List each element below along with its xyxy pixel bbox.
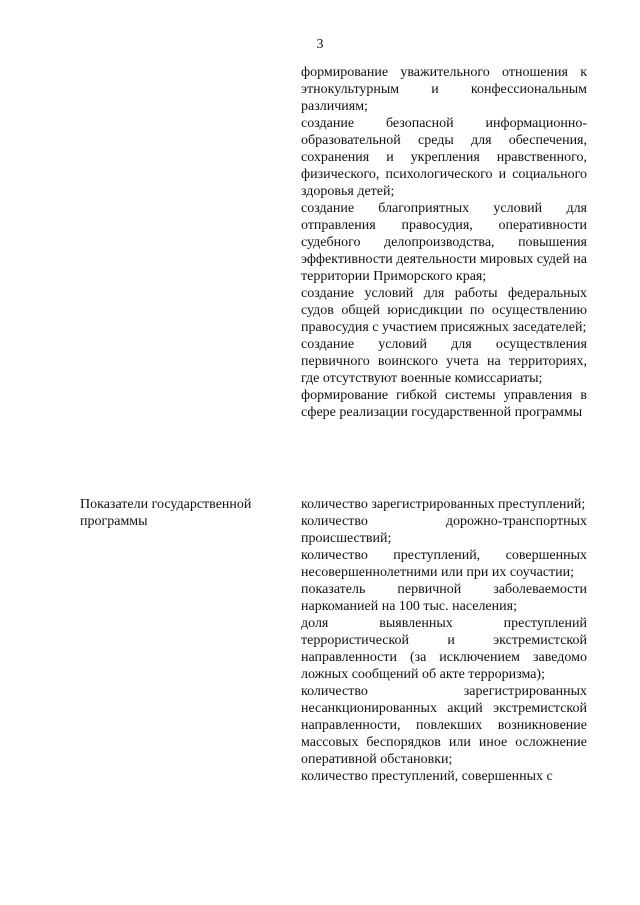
indicator-item: количество зарегистрированных несанкционированных акций экстремистской направленности, повлекших возникновение массовых беспорядков или иное осложнение оперативной обстановки; (301, 684, 587, 767)
goal-item: создание условий для работы федеральных судов общей юрисдикции по осуществлению правосудия с участием присяжных заседателей; (301, 286, 587, 335)
indicators-section-label: Показатели государственной программы (80, 497, 252, 529)
indicator-item: количество дорожно-транспортных происшествий; (301, 514, 587, 546)
indicators-list (301, 496, 587, 785)
indicator-item: количество преступлений, совершенных несовершеннолетними или при их соучастии; (301, 548, 587, 580)
goals-list (301, 64, 587, 421)
goal-item: формирование гибкой системы управления в сфере реализации государственной программы (301, 388, 587, 420)
indicator-item: доля выявленных преступлений террористической и экстремистской направленности (за исключением заведомо ложных сообщений об акте терроризма); (301, 616, 587, 682)
goal-item: формирование уважительного отношения к этнокультурным и конфессиональным различиям; (301, 65, 587, 114)
indicator-item: количество зарегистрированных преступлений; (301, 497, 586, 512)
indicator-item: количество преступлений, совершенных с (301, 769, 553, 784)
goal-item: создание безопасной информационно-образовательной среды для обеспечения, сохранения и укрепления нравственного, физического, психологического и социального здоровья детей; (301, 116, 587, 199)
goal-item: создание благоприятных условий для отправления правосудия, оперативности судебного делопроизводства, повышения эффективности деятельности мировых судей на территории Приморского края; (301, 201, 587, 284)
page-number: 3 (316, 37, 324, 52)
goal-item: создание условий для осуществления первичного воинского учета на территориях, где отсутствуют военные комиссариаты; (301, 337, 587, 386)
indicator-item: показатель первичной заболеваемости наркоманией на 100 тыс. населения; (301, 582, 587, 614)
